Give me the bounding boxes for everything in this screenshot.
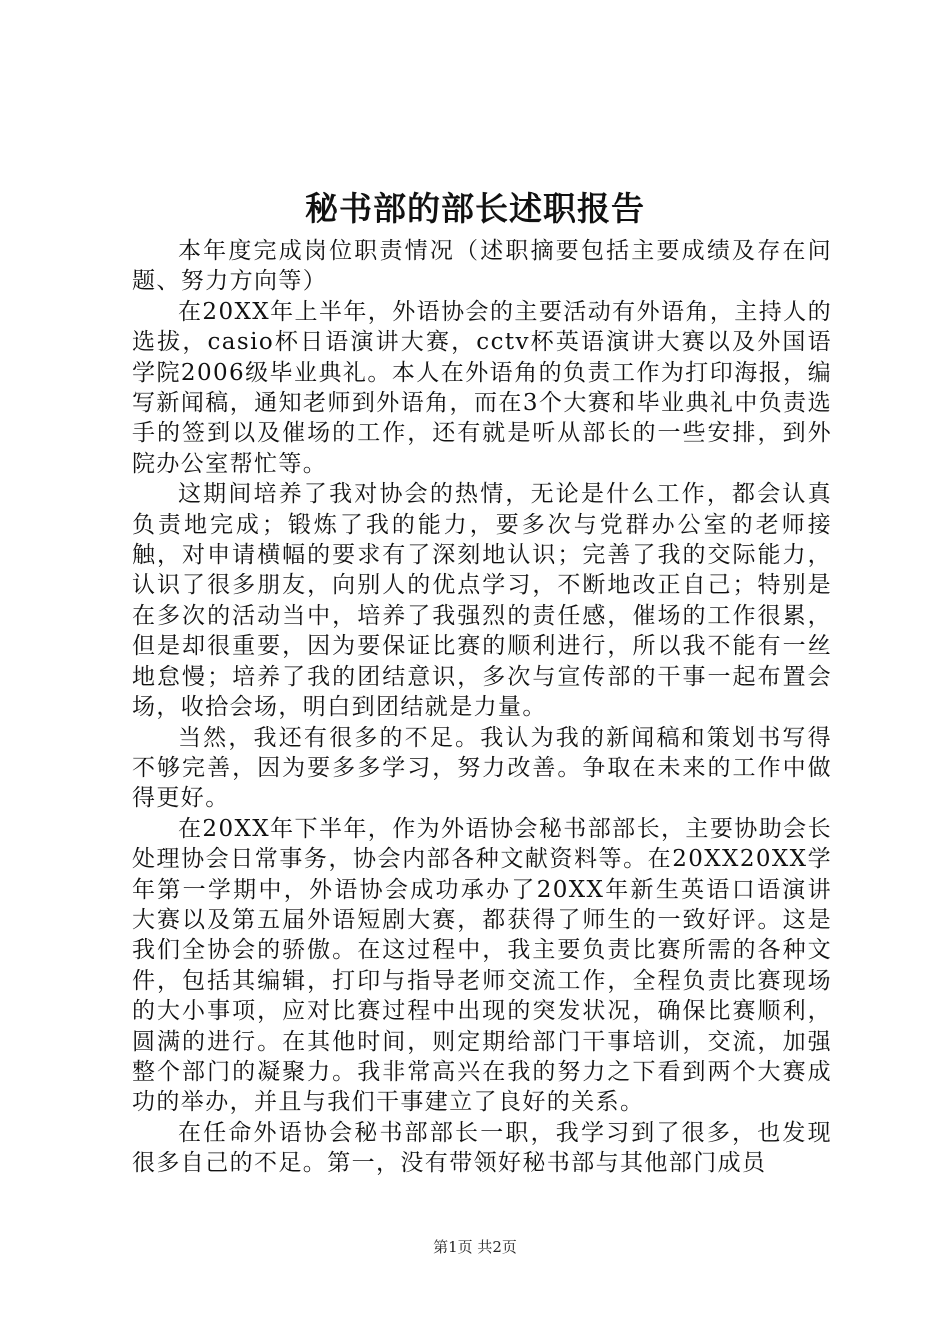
paragraph-shortcomings: 当然，我还有很多的不足。我认为我的新闻稿和策划书写得不够完善，因为要多多学习，努力改善。争取在未来的工作中做得更好。: [132, 724, 832, 812]
document-body: [132, 236, 832, 1179]
paragraph-reflection: 在任命外语协会秘书部部长一职，我学习到了很多，也发现很多自己的不足。第一，没有带领好秘书部与其他部门成员: [132, 1119, 832, 1177]
paragraph-gains: 这期间培养了我对协会的热情，无论是什么工作，都会认真负责地完成；锻炼了我的能力，要多次与党群办公室的老师接触，对申请横幅的要求有了深刻地认识；完善了我的交际能力，认识了很多朋友，向别人的优点学习，不断地改正自己；特别是在多次的活动当中，培养了我强烈的责任感，催场的工作很累，但是却很重要，因为要保证比赛的顺利进行，所以我不能有一丝地怠慢；培养了我的团结意识，多次与宣传部的干事一起布置会场，收拾会场，明白到团结就是力量。: [132, 481, 832, 721]
paragraph-first-half-activities: 在20XX年上半年，外语协会的主要活动有外语角，主持人的选拔，casio杯日语演讲大赛，cctv杯英语演讲大赛以及外国语学院2006级毕业典礼。本人在外语角的负责工作为打印海报，编写新闻稿，通知老师到外语角，而在3个大赛和毕业典礼中负责选手的签到以及催场的工作，还有就是听从部长的一些安排，到外院办公室帮忙等。: [132, 298, 832, 477]
paragraph-second-half-duties: 在20XX年下半年，作为外语协会秘书部部长，主要协助会长处理协会日常事务，协会内部各种文献资料等。在20XX20XX学年第一学期中，外语协会成功承办了20XX年新生英语口语演讲大赛以及第五届外语短剧大赛，都获得了师生的一致好评。这是我们全协会的骄傲。在这过程中，我主要负责比赛所需的各种文件，包括其编辑，打印与指导老师交流工作，全程负责比赛现场的大小事项，应对比赛过程中出现的突发状况，确保比赛顺利，圆满的进行。在其他时间，则定期给部门干事培训，交流，加强整个部门的凝聚力。我非常高兴在我的努力之下看到两个大赛成功的举办，并且与我们干事建立了良好的关系。: [132, 815, 832, 1116]
document-title: 秘书部的部长述职报告: [305, 189, 645, 228]
page-number-footer: 第1页 共2页: [433, 1238, 517, 1256]
paragraph-summary: 本年度完成岗位职责情况（述职摘要包括主要成绩及存在问题、努力方向等）: [132, 238, 832, 295]
